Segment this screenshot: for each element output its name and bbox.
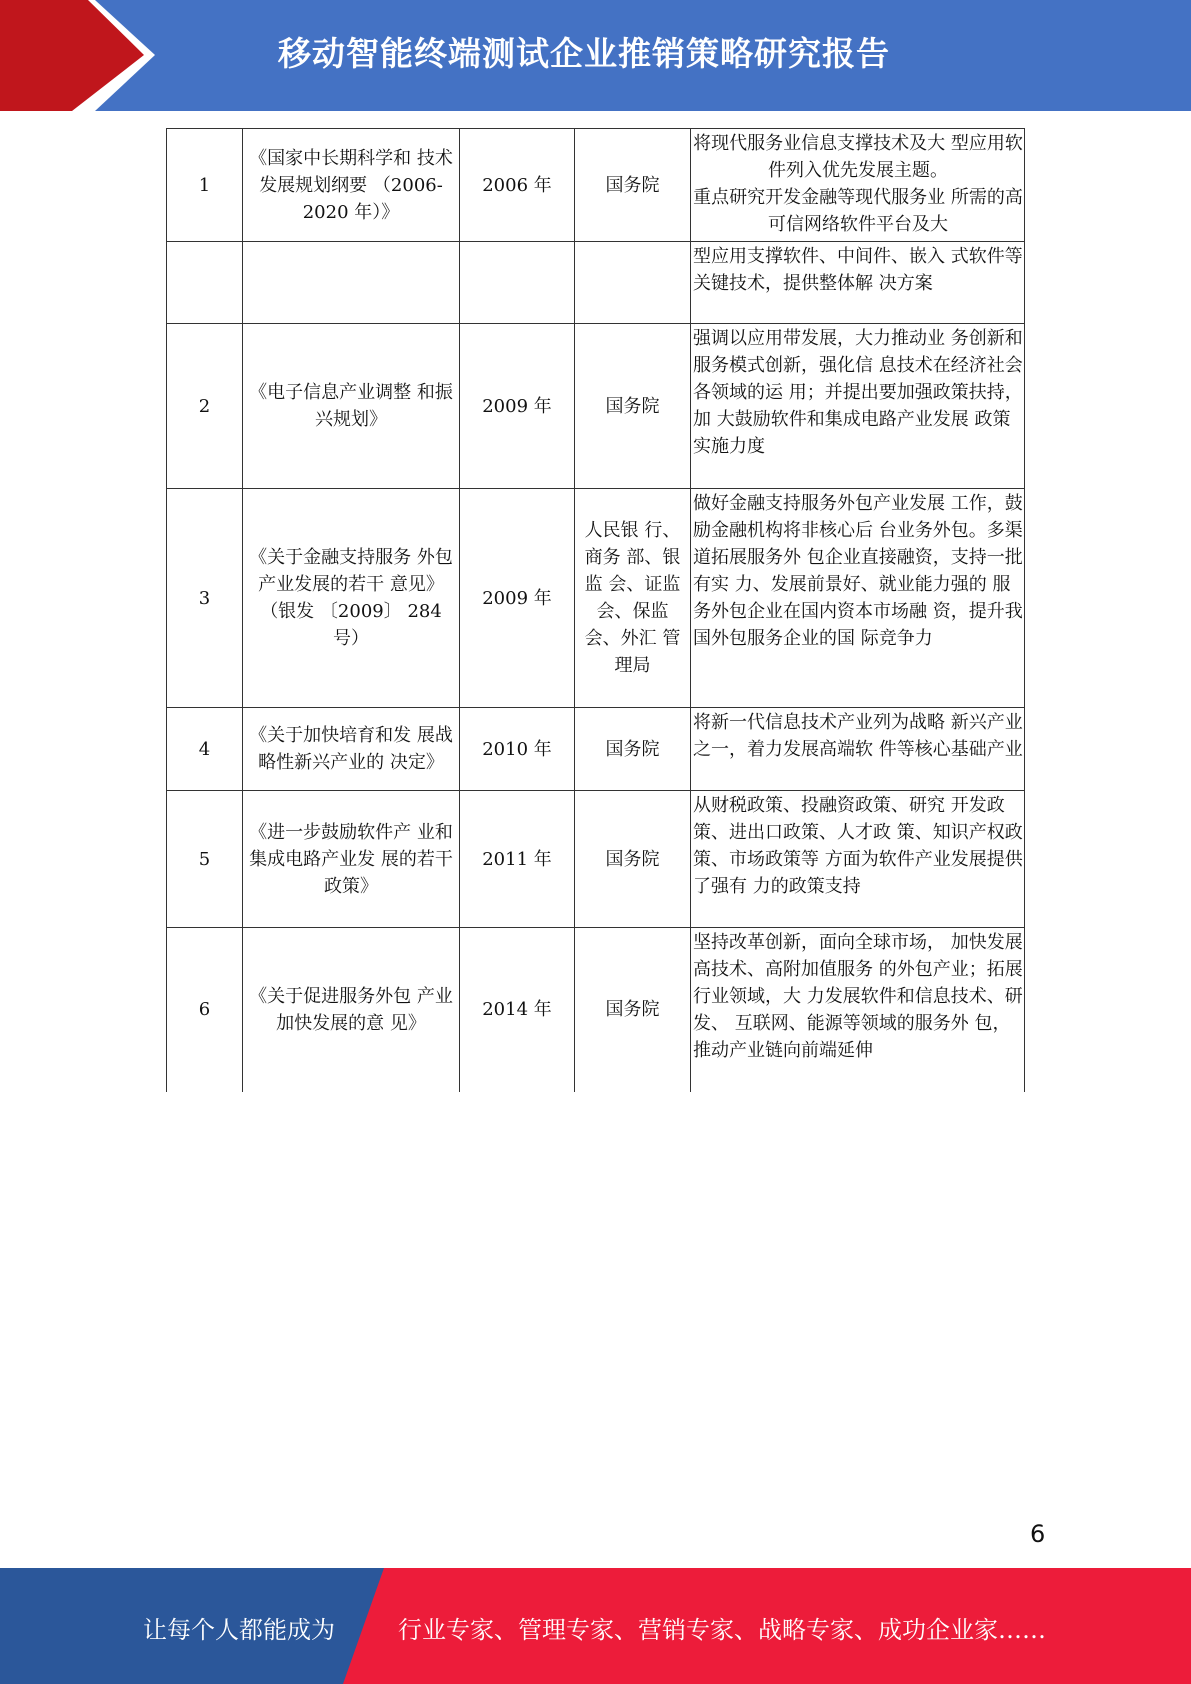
policy-content: 将新一代信息技术产业列为战略 新兴产业之一，着力发展高端软 件等核心基础产业 bbox=[691, 708, 1025, 791]
policy-content-line: 重点研究开发金融等现代服务业 所需的高可信网络软件平台及大 bbox=[693, 187, 1023, 235]
policy-content: 从财税政策、投融资政策、研究 开发政策、进出口政策、人才政 策、知识产权政策、市场政策等 方面为软件产业发展提供了强有 力的政策支持 bbox=[691, 791, 1025, 928]
table-row bbox=[167, 324, 1025, 489]
report-title: 移动智能终端测试企业推销策略研究报告 bbox=[278, 34, 890, 73]
policy-content: 做好金融支持服务外包产业发展 工作，鼓励金融机构将非核心后 台业务外包。多渠道拓展服务外 包企业直接融资，支持一批有实 力、发展前景好、就业能力强的 服务外包企业在国内资本市场融 资，提升我国外包服务企业的国 际竞争力 bbox=[691, 489, 1025, 708]
row-number: 4 bbox=[167, 708, 243, 791]
table-row bbox=[167, 242, 1025, 324]
policy-content-line: 将现代服务业信息支撑技术及大 型应用软件列入优先发展主题。 bbox=[693, 133, 1023, 181]
policy-year: 2009 年 bbox=[460, 324, 575, 489]
policy-issuer: 国务院 bbox=[575, 129, 691, 242]
row-number bbox=[167, 242, 243, 324]
chevron-red-decoration bbox=[0, 0, 144, 111]
table-row bbox=[167, 489, 1025, 708]
policy-year: 2011 年 bbox=[460, 791, 575, 928]
row-number: 5 bbox=[167, 791, 243, 928]
policy-name: 《关于金融支持服务 外包产业发展的若干 意见》（银发 〔2009〕 284 号） bbox=[243, 489, 460, 708]
policy-content: 坚持改革创新，面向全球市场， 加快发展高技术、高附加值服务 的外包产业；拓展行业领域，大 力发展软件和信息技术、研发、 互联网、能源等领域的服务外 包，推动产业链向前端延伸 bbox=[691, 928, 1025, 1092]
policy-issuer: 国务院 bbox=[575, 928, 691, 1092]
row-number: 3 bbox=[167, 489, 243, 708]
policy-issuer: 国务院 bbox=[575, 708, 691, 791]
policy-content: 强调以应用带发展，大力推动业 务创新和服务模式创新，强化信 息技术在经济社会各领域的运 用；并提出要加强政策扶持，加 大鼓励软件和集成电路产业发展 政策实施力度 bbox=[691, 324, 1025, 489]
policy-issuer: 国务院 bbox=[575, 324, 691, 489]
policy-content: 型应用支撑软件、中间件、嵌入 式软件等关键技术，提供整体解 决方案 bbox=[691, 242, 1025, 324]
policy-issuer: 国务院 bbox=[575, 791, 691, 928]
policy-year: 2014 年 bbox=[460, 928, 575, 1092]
footer-slogan-right: 行业专家、管理专家、营销专家、战略专家、成功企业家…… bbox=[398, 1616, 1046, 1644]
policy-content bbox=[691, 129, 1025, 242]
policy-year: 2006 年 bbox=[460, 129, 575, 242]
table-row bbox=[167, 791, 1025, 928]
policy-name: 《国家中长期科学和 技术发展规划纲要 （2006-2020 年）》 bbox=[243, 129, 460, 242]
table-row bbox=[167, 928, 1025, 1092]
policy-year bbox=[460, 242, 575, 324]
policy-table bbox=[166, 128, 1025, 1092]
row-number: 6 bbox=[167, 928, 243, 1092]
policy-name: 《关于加快培育和发 展战略性新兴产业的 决定》 bbox=[243, 708, 460, 791]
policy-issuer: 人民银 行、商务 部、银监 会、证监 会、保监 会、外汇 管理局 bbox=[575, 489, 691, 708]
footer-banner bbox=[0, 1568, 1191, 1684]
policy-name bbox=[243, 242, 460, 324]
row-number: 1 bbox=[167, 129, 243, 242]
footer-slogan-left: 让每个人都能成为 bbox=[143, 1616, 335, 1644]
table-row bbox=[167, 129, 1025, 242]
policy-year: 2009 年 bbox=[460, 489, 575, 708]
table-row bbox=[167, 708, 1025, 791]
policy-issuer bbox=[575, 242, 691, 324]
policy-name: 《关于促进服务外包 产业加快发展的意 见》 bbox=[243, 928, 460, 1092]
header-banner bbox=[0, 0, 1191, 111]
policy-year: 2010 年 bbox=[460, 708, 575, 791]
policy-name: 《进一步鼓励软件产 业和集成电路产业发 展的若干政策》 bbox=[243, 791, 460, 928]
row-number: 2 bbox=[167, 324, 243, 489]
policy-name: 《电子信息产业调整 和振兴规划》 bbox=[243, 324, 460, 489]
page-number: 6 bbox=[1030, 1520, 1046, 1548]
